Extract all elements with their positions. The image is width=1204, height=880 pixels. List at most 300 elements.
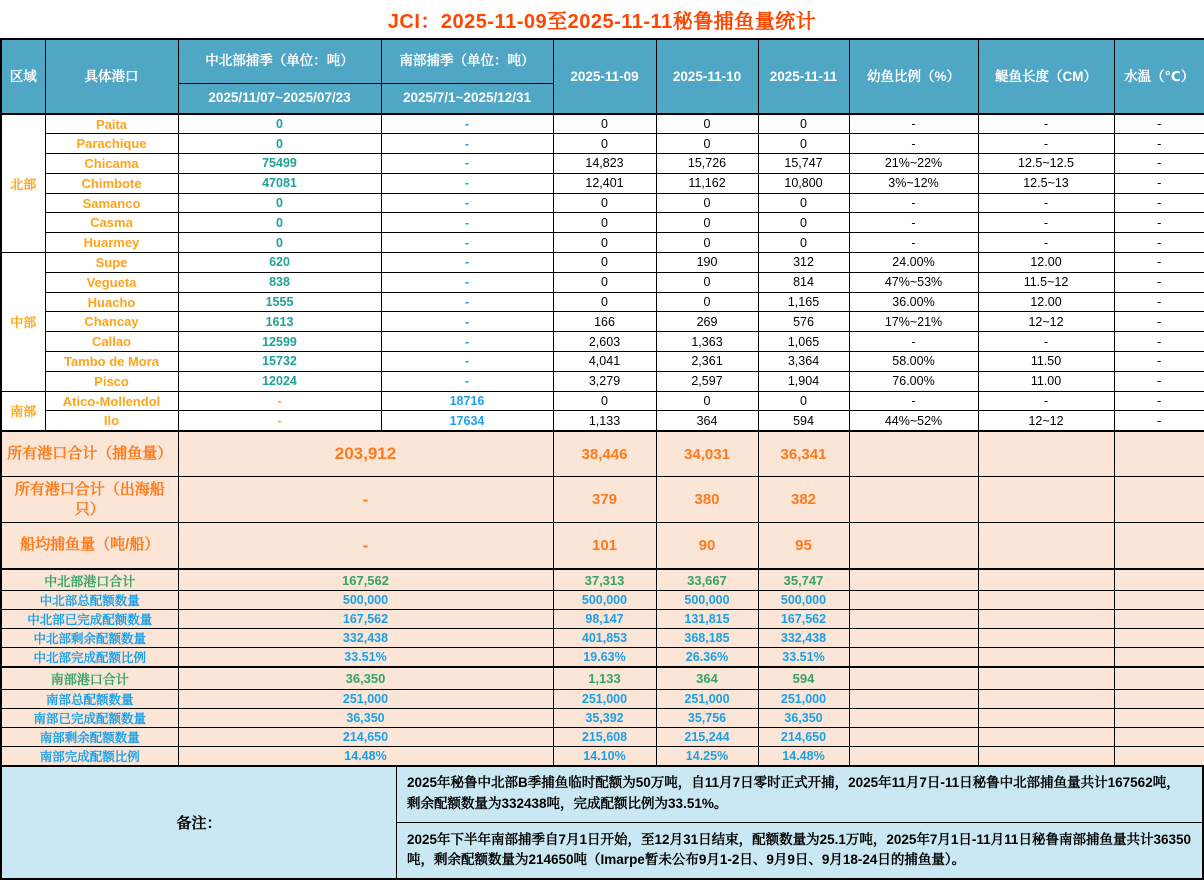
- quota-day1: 14.10%: [553, 746, 656, 766]
- empty-cell: [978, 610, 1114, 629]
- day1-cell: 0: [553, 233, 656, 253]
- port-name: Casma: [45, 213, 178, 233]
- port-name: Huarmey: [45, 233, 178, 253]
- length-cell: 12.00: [978, 292, 1114, 312]
- quota-label: 南部总配额数量: [1, 689, 178, 708]
- quota-row: [1, 591, 1204, 610]
- temperature-cell: -: [1114, 312, 1204, 332]
- s-total-cell: -: [381, 213, 553, 233]
- quota-day1: 37,313: [553, 569, 656, 591]
- empty-cell: [978, 477, 1114, 523]
- day2-cell: 190: [656, 253, 758, 273]
- empty-cell: [849, 569, 978, 591]
- day3-cell: 1,904: [758, 371, 849, 391]
- nc-total-cell: 1613: [178, 312, 381, 332]
- nc-total-cell: -: [178, 411, 381, 431]
- length-cell: -: [978, 193, 1114, 213]
- s-total-cell: -: [381, 253, 553, 273]
- s-total-cell: -: [381, 312, 553, 332]
- summary-season-total: -: [178, 477, 553, 523]
- day2-cell: 0: [656, 272, 758, 292]
- empty-cell: [978, 667, 1114, 689]
- quota-label: 中北部已完成配额数量: [1, 610, 178, 629]
- empty-cell: [1114, 523, 1204, 569]
- summary-day3: 95: [758, 523, 849, 569]
- quota-total: 14.48%: [178, 746, 553, 766]
- length-cell: 12~12: [978, 312, 1114, 332]
- juvenile-cell: -: [849, 391, 978, 411]
- s-total-cell: 17634: [381, 411, 553, 431]
- s-total-cell: -: [381, 292, 553, 312]
- empty-cell: [978, 648, 1114, 668]
- day1-cell: 166: [553, 312, 656, 332]
- port-row: [1, 253, 1204, 273]
- empty-cell: [1114, 431, 1204, 477]
- temperature-cell: -: [1114, 352, 1204, 372]
- nc-total-cell: 47081: [178, 173, 381, 193]
- temperature-cell: -: [1114, 272, 1204, 292]
- temperature-cell: -: [1114, 213, 1204, 233]
- juvenile-cell: -: [849, 233, 978, 253]
- empty-cell: [1114, 569, 1204, 591]
- quota-day2: 368,185: [656, 629, 758, 648]
- header-row-1: [1, 39, 1204, 83]
- day3-cell: 0: [758, 233, 849, 253]
- port-row: [1, 114, 1204, 134]
- quota-total: 332,438: [178, 629, 553, 648]
- day1-cell: 14,823: [553, 154, 656, 174]
- juvenile-cell: -: [849, 193, 978, 213]
- col-header-length: 鳀鱼长度（CM）: [978, 39, 1114, 114]
- day3-cell: 0: [758, 391, 849, 411]
- port-name: Chancay: [45, 312, 178, 332]
- s-total-cell: -: [381, 173, 553, 193]
- port-row: [1, 352, 1204, 372]
- day1-cell: 3,279: [553, 371, 656, 391]
- temperature-cell: -: [1114, 332, 1204, 352]
- port-name: Ilo: [45, 411, 178, 431]
- s-total-cell: 18716: [381, 391, 553, 411]
- col-header-nc-range: 2025/11/07~2025/07/23: [178, 83, 381, 114]
- port-row: [1, 332, 1204, 352]
- port-name: Tambo de Mora: [45, 352, 178, 372]
- empty-cell: [1114, 727, 1204, 746]
- quota-day2: 33,667: [656, 569, 758, 591]
- quota-day2: 500,000: [656, 591, 758, 610]
- juvenile-cell: 3%~12%: [849, 173, 978, 193]
- summary-day3: 36,341: [758, 431, 849, 477]
- empty-cell: [1114, 629, 1204, 648]
- juvenile-cell: 24.00%: [849, 253, 978, 273]
- empty-cell: [849, 708, 978, 727]
- s-total-cell: -: [381, 371, 553, 391]
- port-name: Paita: [45, 114, 178, 134]
- summary-row-catch-per-vessel: [1, 523, 1204, 569]
- quota-day1: 251,000: [553, 689, 656, 708]
- nc-total-cell: 838: [178, 272, 381, 292]
- port-name: Supe: [45, 253, 178, 273]
- length-cell: 12~12: [978, 411, 1114, 431]
- quota-total: 214,650: [178, 727, 553, 746]
- summary-season-total: -: [178, 523, 553, 569]
- day2-cell: 0: [656, 114, 758, 134]
- juvenile-cell: 44%~52%: [849, 411, 978, 431]
- port-row: [1, 173, 1204, 193]
- summary-day2: 90: [656, 523, 758, 569]
- nc-total-cell: 12599: [178, 332, 381, 352]
- quota-total: 500,000: [178, 591, 553, 610]
- day2-cell: 0: [656, 213, 758, 233]
- juvenile-cell: -: [849, 134, 978, 154]
- day1-cell: 1,133: [553, 411, 656, 431]
- s-total-cell: -: [381, 332, 553, 352]
- day2-cell: 11,162: [656, 173, 758, 193]
- col-header-s-season: 南部捕季（单位：吨）: [381, 39, 553, 83]
- quota-row: [1, 648, 1204, 668]
- empty-cell: [849, 610, 978, 629]
- day3-cell: 576: [758, 312, 849, 332]
- quota-total: 167,562: [178, 569, 553, 591]
- empty-cell: [978, 569, 1114, 591]
- empty-cell: [1114, 689, 1204, 708]
- quota-day2: 131,815: [656, 610, 758, 629]
- s-total-cell: -: [381, 154, 553, 174]
- day3-cell: 0: [758, 134, 849, 154]
- note-south: 2025年下半年南部捕季自7月1日开始，至12月31日结束，配额数量为25.1万吨，2025年7月1日-11月11日秘鲁南部捕鱼量共计36350吨，剩余配额数量为214650吨（Imarpe暂未公布9月1-2日、9月9日、9月18-24日的捕鱼量）。: [397, 822, 1202, 878]
- day2-cell: 0: [656, 134, 758, 154]
- summary-day1: 38,446: [553, 431, 656, 477]
- nc-total-cell: -: [178, 391, 381, 411]
- day2-cell: 0: [656, 233, 758, 253]
- quota-day2: 251,000: [656, 689, 758, 708]
- day1-cell: 0: [553, 193, 656, 213]
- notes-body: [397, 767, 1202, 878]
- quota-day2: 364: [656, 667, 758, 689]
- day1-cell: 0: [553, 391, 656, 411]
- quota-day1: 19.63%: [553, 648, 656, 668]
- day1-cell: 0: [553, 272, 656, 292]
- quota-day2: 35,756: [656, 708, 758, 727]
- empty-cell: [1114, 648, 1204, 668]
- region-label-south: 南部: [1, 391, 45, 431]
- nc-total-cell: 75499: [178, 154, 381, 174]
- port-row: [1, 193, 1204, 213]
- nc-total-cell: 0: [178, 233, 381, 253]
- quota-total: 36,350: [178, 708, 553, 727]
- quota-row: [1, 689, 1204, 708]
- temperature-cell: -: [1114, 391, 1204, 411]
- temperature-cell: -: [1114, 193, 1204, 213]
- quota-row: [1, 708, 1204, 727]
- empty-cell: [978, 708, 1114, 727]
- length-cell: -: [978, 332, 1114, 352]
- port-row: [1, 371, 1204, 391]
- port-name: Chimbote: [45, 173, 178, 193]
- summary-row-total-catch: [1, 431, 1204, 477]
- day3-cell: 1,165: [758, 292, 849, 312]
- juvenile-cell: 36.00%: [849, 292, 978, 312]
- s-total-cell: -: [381, 233, 553, 253]
- summary-day2: 34,031: [656, 431, 758, 477]
- juvenile-cell: 76.00%: [849, 371, 978, 391]
- day3-cell: 15,747: [758, 154, 849, 174]
- port-row: [1, 272, 1204, 292]
- empty-cell: [849, 746, 978, 766]
- temperature-cell: -: [1114, 134, 1204, 154]
- summary-label: 所有港口合计（捕鱼量）: [1, 431, 178, 477]
- quota-day1: 35,392: [553, 708, 656, 727]
- nc-total-cell: 1555: [178, 292, 381, 312]
- summary-day1: 379: [553, 477, 656, 523]
- day2-cell: 0: [656, 391, 758, 411]
- day2-cell: 269: [656, 312, 758, 332]
- day3-cell: 312: [758, 253, 849, 273]
- quota-day3: 33.51%: [758, 648, 849, 668]
- port-row: [1, 213, 1204, 233]
- quota-label: 南部港口合计: [1, 667, 178, 689]
- juvenile-cell: 17%~21%: [849, 312, 978, 332]
- day3-cell: 0: [758, 193, 849, 213]
- empty-cell: [849, 477, 978, 523]
- temperature-cell: -: [1114, 411, 1204, 431]
- temperature-cell: -: [1114, 114, 1204, 134]
- port-name: Callao: [45, 332, 178, 352]
- quota-day2: 14.25%: [656, 746, 758, 766]
- length-cell: -: [978, 114, 1114, 134]
- quota-label: 中北部港口合计: [1, 569, 178, 591]
- empty-cell: [1114, 477, 1204, 523]
- length-cell: 11.50: [978, 352, 1114, 372]
- empty-cell: [978, 629, 1114, 648]
- temperature-cell: -: [1114, 173, 1204, 193]
- day3-cell: 10,800: [758, 173, 849, 193]
- port-row: [1, 134, 1204, 154]
- quota-day1: 401,853: [553, 629, 656, 648]
- day2-cell: 15,726: [656, 154, 758, 174]
- empty-cell: [978, 746, 1114, 766]
- temperature-cell: -: [1114, 371, 1204, 391]
- quota-day2: 26.36%: [656, 648, 758, 668]
- note-north-central: 2025年秘鲁中北部B季捕鱼临时配额为50万吨，自11月7日零时正式开捕，2025年11月7日-11日秘鲁中北部捕鱼量共计167562吨，剩余配额数量为332438吨，完成配额比例为33.51%。: [407, 775, 1180, 812]
- empty-cell: [1114, 591, 1204, 610]
- summary-day1: 101: [553, 523, 656, 569]
- quota-label: 中北部总配额数量: [1, 591, 178, 610]
- s-total-cell: -: [381, 114, 553, 134]
- quota-label: 中北部剩余配额数量: [1, 629, 178, 648]
- summary-label: 所有港口合计（出海船只）: [1, 477, 178, 523]
- length-cell: -: [978, 391, 1114, 411]
- day1-cell: 0: [553, 114, 656, 134]
- col-header-date3: 2025-11-11: [758, 39, 849, 114]
- quota-row: [1, 610, 1204, 629]
- length-cell: 11.00: [978, 371, 1114, 391]
- quota-row-nc-total: [1, 569, 1204, 591]
- col-header-nc-season: 中北部捕季（单位：吨）: [178, 39, 381, 83]
- day1-cell: 0: [553, 134, 656, 154]
- empty-cell: [978, 727, 1114, 746]
- empty-cell: [1114, 667, 1204, 689]
- day1-cell: 0: [553, 292, 656, 312]
- day2-cell: 1,363: [656, 332, 758, 352]
- nc-total-cell: 0: [178, 114, 381, 134]
- quota-day3: 500,000: [758, 591, 849, 610]
- day3-cell: 3,364: [758, 352, 849, 372]
- length-cell: 12.00: [978, 253, 1114, 273]
- temperature-cell: -: [1114, 253, 1204, 273]
- quota-day2: 215,244: [656, 727, 758, 746]
- nc-total-cell: 620: [178, 253, 381, 273]
- length-cell: -: [978, 213, 1114, 233]
- quota-row: [1, 746, 1204, 766]
- quota-total: 36,350: [178, 667, 553, 689]
- juvenile-cell: 58.00%: [849, 352, 978, 372]
- quota-day1: 98,147: [553, 610, 656, 629]
- quota-total: 33.51%: [178, 648, 553, 668]
- empty-cell: [849, 689, 978, 708]
- port-row: [1, 233, 1204, 253]
- day2-cell: 0: [656, 292, 758, 312]
- day1-cell: 2,603: [553, 332, 656, 352]
- empty-cell: [978, 689, 1114, 708]
- summary-row-vessels: [1, 477, 1204, 523]
- s-total-cell: -: [381, 272, 553, 292]
- port-row: [1, 312, 1204, 332]
- region-label-north: 北部: [1, 114, 45, 253]
- col-header-region: 区域: [1, 39, 45, 114]
- nc-total-cell: 12024: [178, 371, 381, 391]
- s-total-cell: -: [381, 352, 553, 372]
- day1-cell: 0: [553, 213, 656, 233]
- port-row: [1, 411, 1204, 431]
- day3-cell: 594: [758, 411, 849, 431]
- empty-cell: [978, 431, 1114, 477]
- temperature-cell: -: [1114, 292, 1204, 312]
- s-total-cell: -: [381, 134, 553, 154]
- empty-cell: [849, 591, 978, 610]
- nc-total-cell: 0: [178, 213, 381, 233]
- port-name: Atico-Mollendol: [45, 391, 178, 411]
- col-header-date1: 2025-11-09: [553, 39, 656, 114]
- quota-day3: 332,438: [758, 629, 849, 648]
- quota-day1: 1,133: [553, 667, 656, 689]
- juvenile-cell: -: [849, 332, 978, 352]
- temperature-cell: -: [1114, 233, 1204, 253]
- port-name: Samanco: [45, 193, 178, 213]
- quota-row-s-total: [1, 667, 1204, 689]
- quota-day3: 35,747: [758, 569, 849, 591]
- quota-day3: 251,000: [758, 689, 849, 708]
- day2-cell: 2,361: [656, 352, 758, 372]
- s-total-cell: -: [381, 193, 553, 213]
- quota-label: 南部已完成配额数量: [1, 708, 178, 727]
- length-cell: 12.5~12.5: [978, 154, 1114, 174]
- catch-statistics-table: [0, 38, 1204, 767]
- juvenile-cell: -: [849, 213, 978, 233]
- empty-cell: [849, 648, 978, 668]
- day3-cell: 0: [758, 114, 849, 134]
- empty-cell: [849, 431, 978, 477]
- nc-total-cell: 0: [178, 134, 381, 154]
- empty-cell: [1114, 610, 1204, 629]
- port-row: [1, 154, 1204, 174]
- quota-day3: 594: [758, 667, 849, 689]
- day3-cell: 1,065: [758, 332, 849, 352]
- quota-day3: 167,562: [758, 610, 849, 629]
- day2-cell: 0: [656, 193, 758, 213]
- day1-cell: 12,401: [553, 173, 656, 193]
- day3-cell: 0: [758, 213, 849, 233]
- empty-cell: [849, 629, 978, 648]
- port-name: Huacho: [45, 292, 178, 312]
- port-row: [1, 391, 1204, 411]
- quota-label: 南部完成配额比例: [1, 746, 178, 766]
- quota-day3: 36,350: [758, 708, 849, 727]
- temperature-cell: -: [1114, 154, 1204, 174]
- notes-label: 备注：: [2, 767, 397, 878]
- summary-season-total: 203,912: [178, 431, 553, 477]
- day3-cell: 814: [758, 272, 849, 292]
- port-name: Parachique: [45, 134, 178, 154]
- port-row: [1, 292, 1204, 312]
- day2-cell: 2,597: [656, 371, 758, 391]
- length-cell: -: [978, 233, 1114, 253]
- quota-day3: 214,650: [758, 727, 849, 746]
- juvenile-cell: 21%~22%: [849, 154, 978, 174]
- col-header-temperature: 水温（℃）: [1114, 39, 1204, 114]
- port-name: Chicama: [45, 154, 178, 174]
- quota-label: 中北部完成配额比例: [1, 648, 178, 668]
- quota-label: 南部剩余配额数量: [1, 727, 178, 746]
- page-title: JCI：2025-11-09至2025-11-11秘鲁捕鱼量统计: [387, 10, 817, 33]
- length-cell: -: [978, 134, 1114, 154]
- day2-cell: 364: [656, 411, 758, 431]
- quota-day3: 14.48%: [758, 746, 849, 766]
- quota-day1: 215,608: [553, 727, 656, 746]
- empty-cell: [1114, 746, 1204, 766]
- col-header-s-range: 2025/7/1~2025/12/31: [381, 83, 553, 114]
- nc-total-cell: 15732: [178, 352, 381, 372]
- col-header-date2: 2025-11-10: [656, 39, 758, 114]
- notes-section: [0, 767, 1204, 880]
- juvenile-cell: -: [849, 114, 978, 134]
- summary-label: 船均捕鱼量（吨/船）: [1, 523, 178, 569]
- quota-row: [1, 727, 1204, 746]
- port-name: Vegueta: [45, 272, 178, 292]
- quota-total: 251,000: [178, 689, 553, 708]
- col-header-juvenile: 幼鱼比例（%）: [849, 39, 978, 114]
- region-label-central: 中部: [1, 253, 45, 392]
- length-cell: 11.5~12: [978, 272, 1114, 292]
- empty-cell: [849, 523, 978, 569]
- juvenile-cell: 47%~53%: [849, 272, 978, 292]
- quota-row: [1, 629, 1204, 648]
- summary-day3: 382: [758, 477, 849, 523]
- quota-total: 167,562: [178, 610, 553, 629]
- empty-cell: [978, 523, 1114, 569]
- summary-day2: 380: [656, 477, 758, 523]
- empty-cell: [849, 727, 978, 746]
- empty-cell: [1114, 708, 1204, 727]
- empty-cell: [849, 667, 978, 689]
- nc-total-cell: 0: [178, 193, 381, 213]
- col-header-port: 具体港口: [45, 39, 178, 114]
- port-name: Pisco: [45, 371, 178, 391]
- day1-cell: 0: [553, 253, 656, 273]
- quota-day1: 500,000: [553, 591, 656, 610]
- length-cell: 12.5~13: [978, 173, 1114, 193]
- empty-cell: [978, 591, 1114, 610]
- day1-cell: 4,041: [553, 352, 656, 372]
